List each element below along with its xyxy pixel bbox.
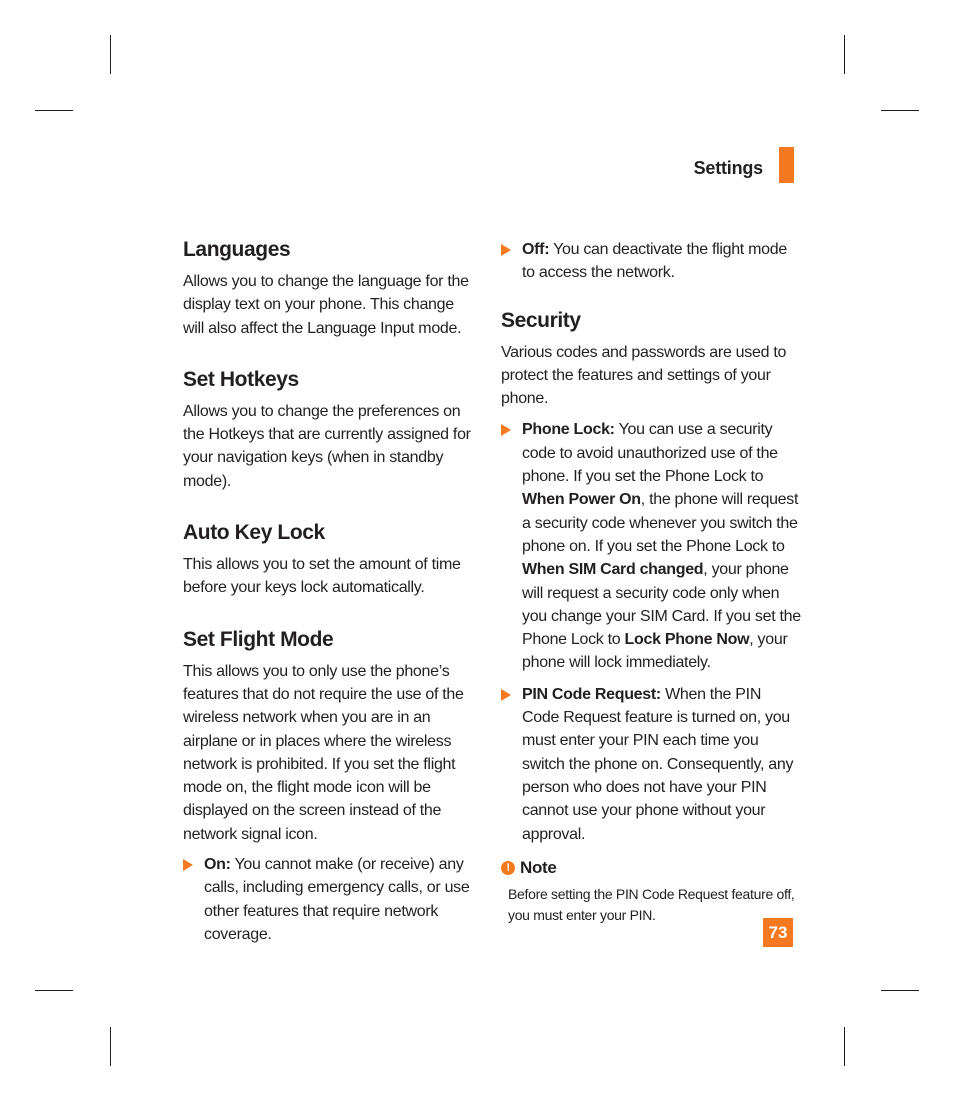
pin-code-label: PIN Code Request: — [522, 685, 661, 703]
hotkeys-section — [183, 366, 478, 493]
crop-mark — [35, 110, 73, 111]
phone-lock-option-power-on: When Power On — [522, 491, 641, 509]
auto-key-lock-heading: Auto Key Lock — [183, 521, 325, 545]
flight-on-label: On: — [204, 856, 231, 874]
flight-off-text: You can deactivate the flight mode to access the network. — [522, 241, 787, 282]
phone-lock-text-4: , your phone will lock immediately. — [522, 631, 788, 672]
security-heading: Security — [501, 308, 581, 332]
pin-code-text: When the PIN Code Request feature is turned on, you must enter your PIN each time you switch the phone on. Consequently, any person who does not have your PIN cannot use your phone without your approval. — [522, 685, 794, 843]
flight-off-label: Off: — [522, 241, 550, 258]
languages-body: Allows you to change the language for the display text on your phone. This change will also affect the Language Input mode. — [183, 273, 469, 337]
flight-mode-body: This allows you to only use the phone’s features that do not require the use of the wireless network when you are in an airplane or in places where the wireless network is prohibited. If you set the flight mode on, the flight mode icon will be displayed on the screen instead of the network signal icon. — [183, 662, 464, 843]
bullet-arrow-icon — [501, 244, 511, 256]
languages-heading: Languages — [183, 238, 291, 261]
note-text: Before setting the PIN Code Request feature off, you must enter your PIN. — [508, 885, 795, 923]
right-column — [501, 236, 801, 926]
phone-lock-text-2: , the phone will request a security code whenever you switch the phone on. If you set the Phone Lock to — [522, 491, 799, 555]
bullet-arrow-icon — [183, 859, 193, 871]
note-title: Note — [520, 857, 557, 877]
flight-on-bullet — [183, 853, 478, 946]
flight-off-bullet — [501, 238, 801, 285]
crop-mark — [110, 35, 111, 74]
warning-icon: ! — [501, 861, 515, 875]
pin-code-bullet — [501, 683, 801, 846]
crop-mark — [881, 990, 919, 991]
flight-mode-section — [183, 626, 478, 947]
security-body: Various codes and passwords are used to protect the features and settings of your phone. — [501, 343, 787, 408]
flight-mode-heading: Set Flight Mode — [183, 627, 334, 651]
crop-mark — [881, 110, 919, 111]
section-header-tab — [779, 147, 794, 183]
security-section — [501, 307, 801, 846]
left-column — [183, 236, 478, 972]
languages-section — [183, 236, 478, 340]
auto-key-lock-section — [183, 519, 478, 600]
section-header-label: Settings — [693, 158, 763, 178]
hotkeys-body: Allows you to change the preferences on the Hotkeys that are currently assigned for your navigation keys (when in standby mode). — [183, 402, 471, 490]
auto-key-lock-body: This allows you to set the amount of time before your keys lock automatically. — [183, 556, 461, 597]
phone-lock-bullet — [501, 418, 801, 674]
hotkeys-heading: Set Hotkeys — [183, 367, 299, 391]
phone-lock-option-sim-changed: When SIM Card changed — [522, 561, 704, 579]
phone-lock-text-3: , your phone will request a security code only when you change your SIM Card. If you set the Phone Lock to — [522, 561, 801, 649]
phone-lock-label: Phone Lock: — [522, 421, 615, 439]
phone-lock-option-lock-now: Lock Phone Now — [624, 631, 750, 649]
crop-mark — [110, 1027, 111, 1066]
bullet-arrow-icon — [501, 424, 511, 436]
flight-on-text: You cannot make (or receive) any calls, including emergency calls, or use other features that require network coverage. — [204, 856, 470, 943]
page-number: 73 — [763, 918, 793, 947]
note-heading — [501, 858, 801, 878]
crop-mark — [844, 35, 845, 74]
bullet-arrow-icon — [501, 689, 511, 701]
phone-lock-text-1: You can use a security code to avoid unauthorized use of the phone. If you set the Phone Lock to — [522, 421, 778, 486]
crop-mark — [844, 1027, 845, 1066]
crop-mark — [35, 990, 73, 991]
